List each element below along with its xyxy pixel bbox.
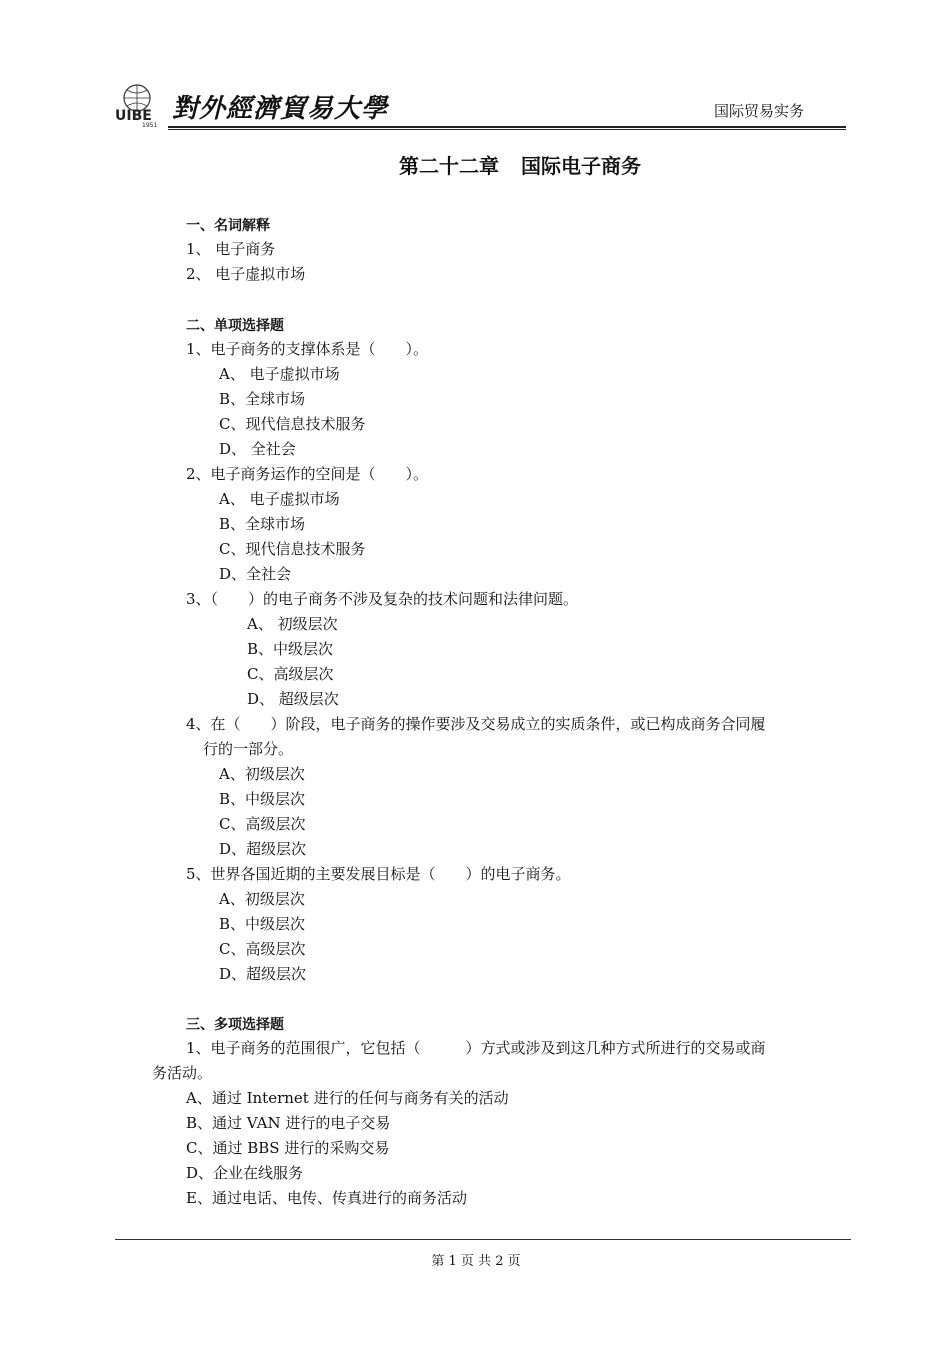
- question-stem: 1、电子商务的支撑体系是（ ）。: [186, 340, 429, 358]
- question-stem: 1、电子商务的范围很广，它包括（ ）方式或涉及到这几种方式所进行的交易或商: [186, 1039, 766, 1057]
- answer-option: A、 初级层次: [247, 615, 338, 633]
- logo-text: UIBE: [115, 108, 152, 124]
- answer-option: B、全球市场: [219, 390, 306, 408]
- header-divider: [168, 126, 846, 130]
- answer-option: B、中级层次: [247, 640, 334, 658]
- university-logo: [112, 80, 162, 128]
- answer-option: A、初级层次: [219, 890, 305, 908]
- answer-option: B、通过 VAN 进行的电子交易: [186, 1114, 391, 1132]
- chapter-title: [399, 150, 641, 179]
- answer-option: D、超级层次: [219, 965, 307, 983]
- answer-option: B、全球市场: [219, 515, 306, 533]
- question-stem: 2、电子商务运作的空间是（ ）。: [186, 465, 429, 483]
- answer-option: D、 全社会: [219, 440, 296, 458]
- answer-option: C、高级层次: [219, 940, 306, 958]
- university-name: 對外經濟貿易大學: [172, 94, 389, 124]
- answer-option: D、全社会: [219, 565, 292, 583]
- question-stem: 5、世界各国近期的主要发展目标是（ ）的电子商务。: [186, 865, 571, 883]
- answer-option: A、通过 Internet 进行的任何与商务有关的活动: [186, 1089, 509, 1107]
- list-item: 2、 电子虚拟市场: [186, 265, 306, 283]
- question-stem-continuation: 行的一部分。: [203, 740, 294, 758]
- question-stem: 4、在（ ）阶段，电子商务的操作要涉及交易成立的实质条件，或已构成商务合同履: [186, 715, 766, 733]
- page-number: 第 1 页 共 2 页: [431, 1254, 521, 1269]
- chapter-name: 国际电子商务: [521, 154, 641, 178]
- answer-option: C、通过 BBS 进行的采购交易: [186, 1139, 390, 1157]
- answer-option: D、企业在线服务: [186, 1164, 304, 1182]
- course-name: 国际贸易实务: [714, 102, 805, 120]
- section-2-heading: 二、单项选择题: [186, 318, 284, 334]
- answer-option: E、通过电话、电传、传真进行的商务活动: [186, 1189, 467, 1207]
- answer-option: A、 电子虚拟市场: [219, 365, 340, 383]
- chapter-number: 第二十二章: [399, 154, 499, 178]
- answer-option: B、中级层次: [219, 915, 306, 933]
- question-stem-continuation: 务活动。: [152, 1064, 213, 1082]
- question-stem: 3、（ ）的电子商务不涉及复杂的技术问题和法律问题。: [186, 590, 579, 608]
- logo-year: 1951: [142, 122, 158, 128]
- answer-option: C、现代信息技术服务: [219, 415, 366, 433]
- answer-option: D、 超级层次: [247, 690, 339, 708]
- answer-option: C、现代信息技术服务: [219, 540, 366, 558]
- answer-option: D、超级层次: [219, 840, 307, 858]
- answer-option: B、中级层次: [219, 790, 306, 808]
- answer-option: C、高级层次: [247, 665, 334, 683]
- section-1-heading: 一、名词解释: [186, 218, 270, 234]
- answer-option: A、 电子虚拟市场: [219, 490, 340, 508]
- footer-divider: [115, 1239, 851, 1240]
- list-item: 1、 电子商务: [186, 240, 276, 258]
- answer-option: A、初级层次: [219, 765, 305, 783]
- section-3-heading: 三、多项选择题: [186, 1017, 284, 1033]
- answer-option: C、高级层次: [219, 815, 306, 833]
